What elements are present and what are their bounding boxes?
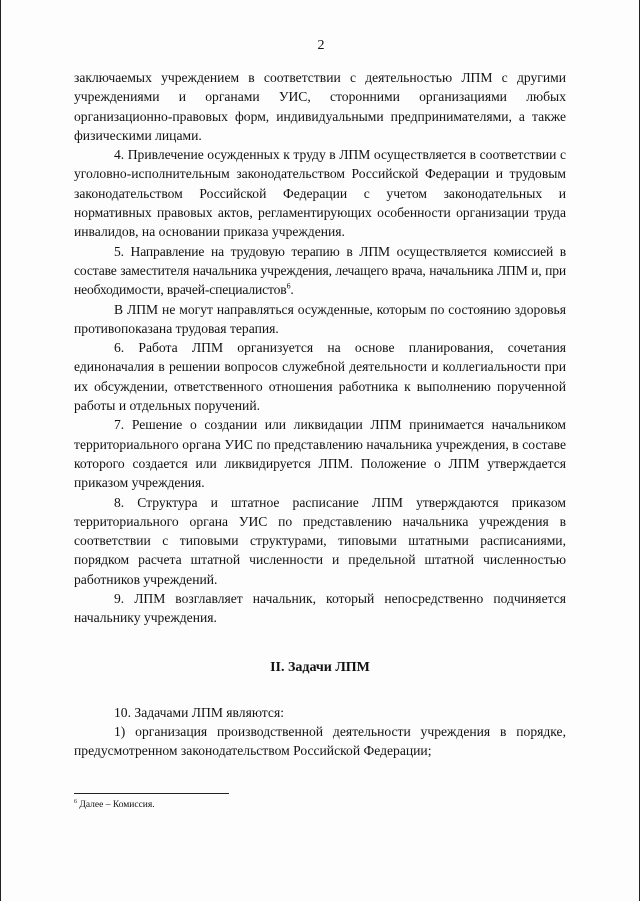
paragraph-3-continuation: заключаемых учреждением в соответствии с деятельностью ЛПМ с другими учреждениями и органами УИС, сторонними организациями любых организационно-правовых форм, индивидуальными предпринимателями, а также физическими лицами. xyxy=(74,70,566,143)
footnote xyxy=(74,800,155,810)
footnote-reference-6: 6 xyxy=(286,281,291,291)
document-body xyxy=(74,68,566,761)
footnote-text: Далее – Комиссия. xyxy=(77,800,155,810)
paragraph-5-tail: . xyxy=(290,282,294,298)
paragraph-9: 9. ЛПМ возглавляет начальник, который непосредственно подчиняется начальнику учреждения. xyxy=(74,591,566,626)
page-number: 2 xyxy=(317,38,325,53)
paragraph-10-item-1: 1) организация производственной деятельности учреждения в порядке, предусмотренном законодательством Российской Федерации; xyxy=(74,723,566,759)
section-heading: II. Задачи ЛПМ xyxy=(270,659,370,675)
paragraph-6: 6. Работа ЛПМ организуется на основе планирования, сочетания единоначалия в решении вопросов служебной деятельности и коллегиальности при их обсуждении, ответственного отношения работника к выполнению порученной работы и отдельных поручений. xyxy=(74,340,566,414)
paragraph-8: 8. Структура и штатное расписание ЛПМ утверждаются приказом территориального органа УИС по представлению начальника учреждения в соответствии с типовыми структурами, типовыми штатными расписаниями, порядком расчета штатной численности и предельной штатной численностью работников учреждений. xyxy=(74,494,566,587)
footnote-separator xyxy=(74,793,229,794)
paragraph-5-text: 5. Направление на трудовую терапию в ЛПМ осуществляется комиссией в составе заместителя начальника учреждения, лечащего врача, начальника ЛПМ и, при необходимости, врачей-специалистов xyxy=(74,243,566,298)
footnote-marker: 6 xyxy=(74,798,77,805)
paragraph-5-restriction: В ЛПМ не могут направляться осужденные, которым по состоянию здоровья противопоказана трудовая терапия. xyxy=(74,301,566,336)
paragraph-10: 10. Задачами ЛПМ являются: xyxy=(114,704,284,720)
paragraph-7: 7. Решение о создании или ликвидации ЛПМ принимается начальником территориального органа УИС по представлению начальника учреждения, в составе которого создается или ликвидируется ЛПМ. Положение о ЛПМ утверждается приказом учреждения. xyxy=(74,417,566,491)
paragraph-4: 4. Привлечение осужденных к труду в ЛПМ осуществляется в соответствии с уголовно-исполнительным законодательством Российской Федерации и трудовым законодательством Российской Федерации с учетом законодательных и нормативных правовых актов, регламентирующих особенности организации труда инвалидов, на основании приказа учреждения. xyxy=(74,147,566,240)
paragraph-5 xyxy=(74,242,566,300)
